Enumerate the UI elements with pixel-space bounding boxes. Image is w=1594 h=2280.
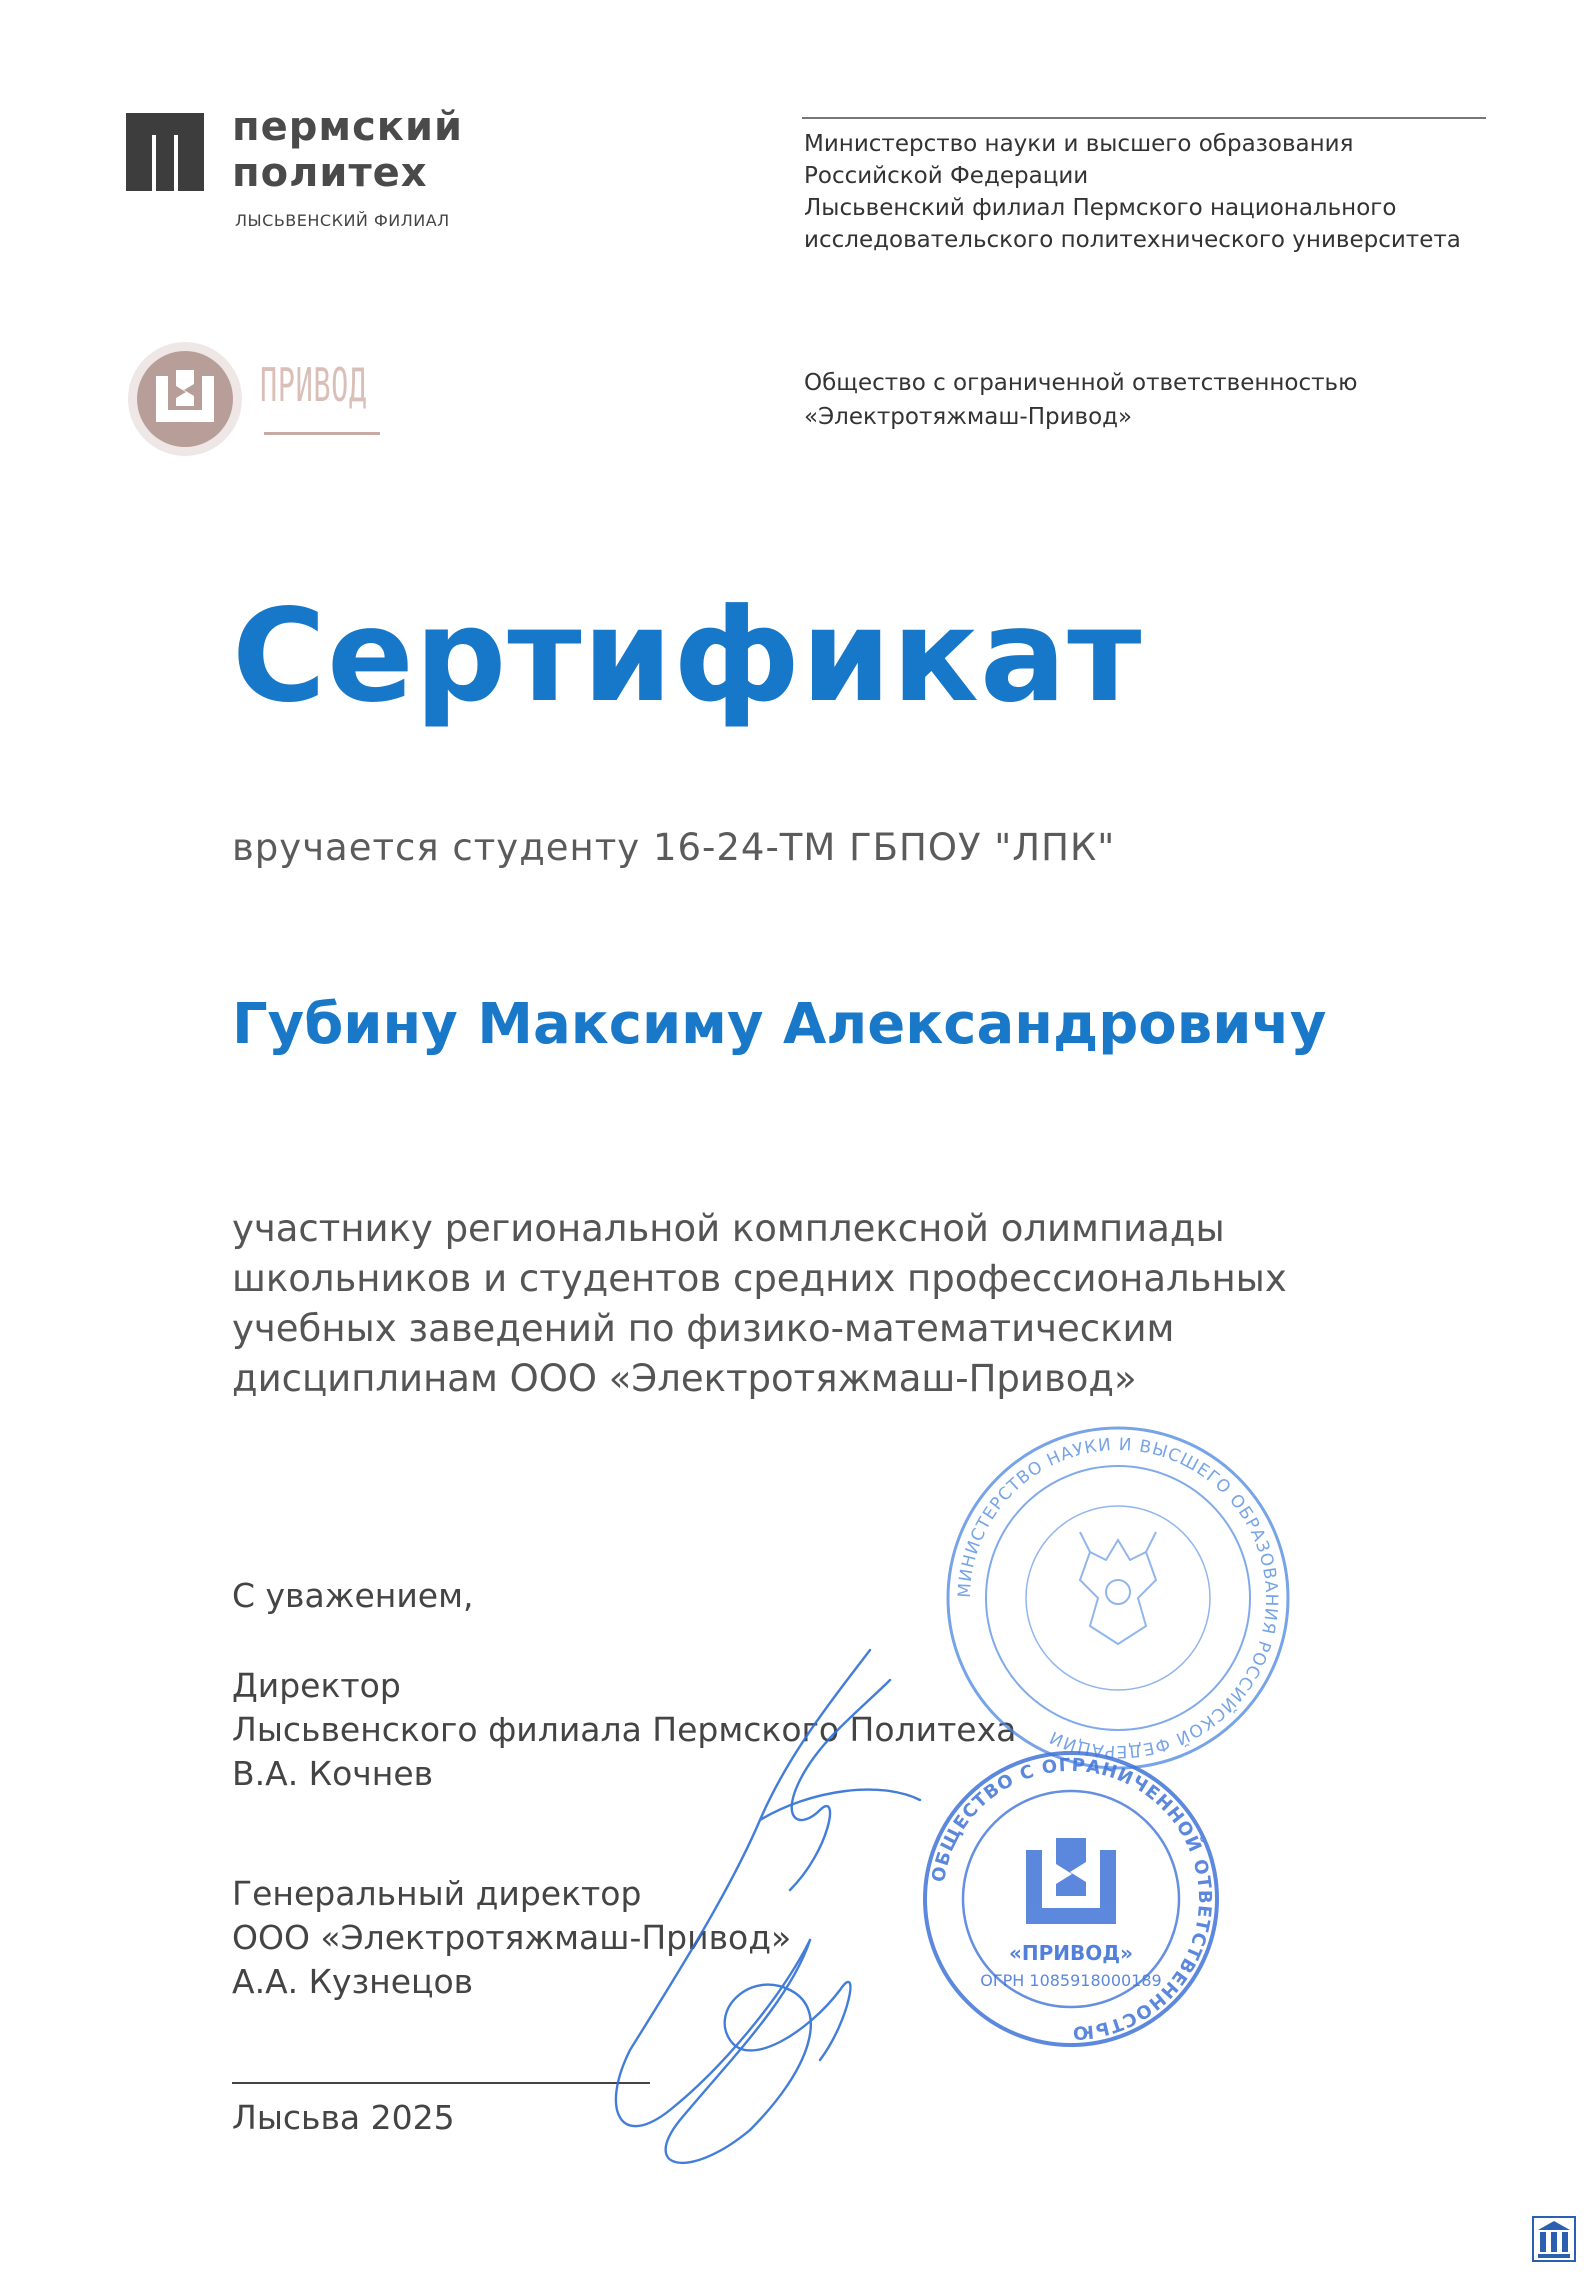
description-line: дисциплинам ООО «Электротяжмаш-Привод» <box>232 1357 1137 1400</box>
company-stamp-text: ОБЩЕСТВО С ОГРАНИЧЕННОЙ ОТВЕТСТВЕННОСТЬЮ <box>928 1754 1216 2044</box>
description-line: участнику региональной комплексной олимпиады <box>232 1207 1225 1250</box>
awarded-to-text: вручается студенту 16-24-ТМ ГБПОУ "ЛПК" <box>232 826 1116 869</box>
ministry-line: Российской Федерации <box>804 163 1089 189</box>
university-name <box>232 104 463 196</box>
privod-logo-underline <box>264 432 380 435</box>
signer2-organization: ООО «Электротяжмаш-Привод» <box>232 1918 792 1957</box>
ministry-line: Министерство науки и высшего образования <box>804 131 1354 157</box>
certificate-description <box>232 1204 1412 1404</box>
company-line: «Электротяжмаш-Привод» <box>804 404 1133 430</box>
company-line: Общество с ограниченной ответственностью <box>804 370 1358 396</box>
handwritten-signature <box>560 1590 960 2190</box>
ministry-line: Лысьвенский филиал Пермского национального <box>804 195 1397 221</box>
permsky-polytech-logo-mark <box>126 113 204 191</box>
company-stamp-ogrn: ОГРН 1085918000189 <box>980 1971 1162 1990</box>
university-name-line1: пермский <box>232 104 464 150</box>
recipient-name: Губину Максиму Александровичу <box>232 992 1327 1057</box>
ministry-block <box>804 128 1504 256</box>
signer2-name: А.А. Кузнецов <box>232 1962 474 2001</box>
ministry-stamp-text: МИНИСТЕРСТВО НАУКИ И ВЫСШЕГО ОБРАЗОВАНИЯ РОССИЙСКОЙ ФЕДЕРАЦИИ <box>954 1434 1282 1762</box>
certificate-title: Сертификат <box>232 582 1143 731</box>
description-line: школьников и студентов средних профессиональных <box>232 1257 1287 1300</box>
signer1-name: В.А. Кочнев <box>232 1754 434 1793</box>
signer1-position: Директор <box>232 1666 401 1705</box>
regards-text: С уважением, <box>232 1576 474 1615</box>
ministry-line: исследовательского политехнического университета <box>804 227 1461 253</box>
privod-logo-word: ПРИВОД <box>260 358 367 412</box>
privod-logo-emblem <box>126 340 244 458</box>
company-block <box>804 366 1504 434</box>
company-stamp-name: «ПРИВОД» <box>1008 1941 1134 1965</box>
eagle-emblem-icon <box>1080 1532 1156 1644</box>
signer2-position: Генеральный директор <box>232 1874 642 1913</box>
university-branch: ЛЫСЬВЕНСКИЙ ФИЛИАЛ <box>235 211 450 230</box>
place-year: Лысьва 2025 <box>232 2098 455 2137</box>
header-rule <box>802 117 1486 119</box>
description-line: учебных заведений по физико-математическим <box>232 1307 1175 1350</box>
university-name-line2: политех <box>232 150 428 196</box>
company-emblem-icon <box>1026 1838 1116 1924</box>
corner-logo-icon <box>1532 2216 1576 2262</box>
svg-text:ОБЩЕСТВО С ОГРАНИЧЕННОЙ ОТВЕТС <box>928 1755 1215 2044</box>
signer1-organization: Лысьвенского филиала Пермского Политеха <box>232 1710 1017 1749</box>
